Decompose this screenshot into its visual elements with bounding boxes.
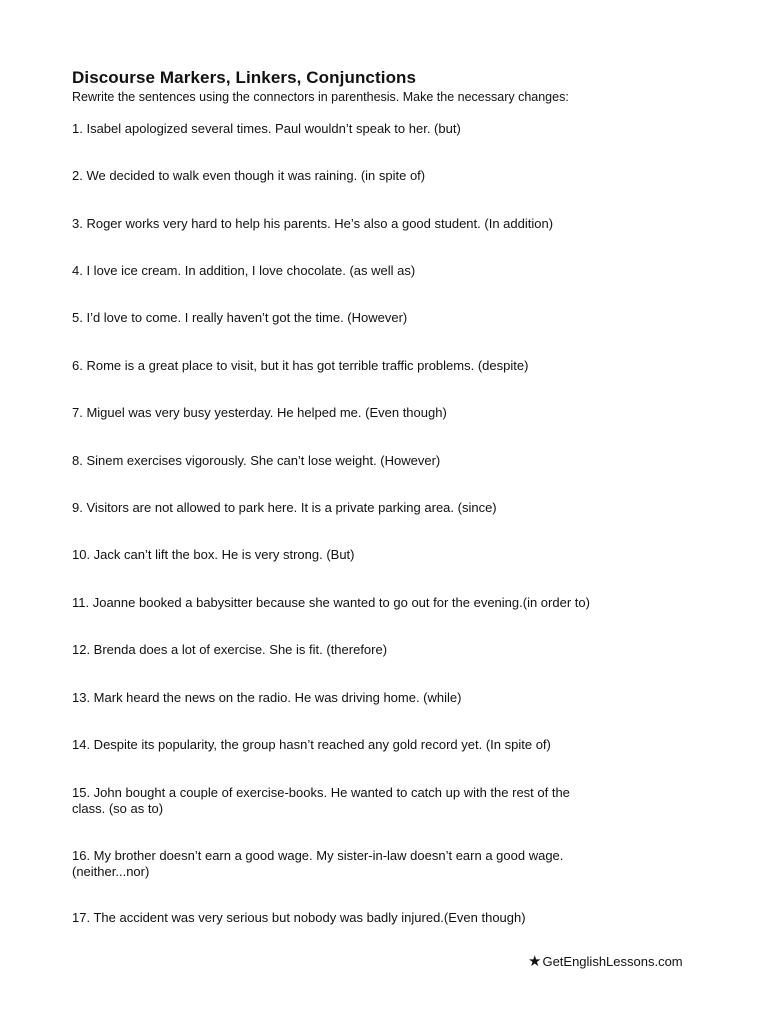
- exercise-item: 7. Miguel was very busy yesterday. He helped me. (Even though): [72, 405, 447, 420]
- exercise-item: 4. I love ice cream. In addition, I love chocolate. (as well as): [72, 263, 416, 278]
- exercise-item: 14. Despite its popularity, the group hasn’t reached any gold record yet. (In spite of): [72, 737, 551, 752]
- exercise-item: 8. Sinem exercises vigorously. She can’t lose weight. (However): [72, 453, 441, 468]
- star-icon: ★: [528, 953, 542, 970]
- instructions: Rewrite the sentences using the connectors in parenthesis. Make the necessary changes:: [72, 90, 569, 104]
- exercise-item: 15. John bought a couple of exercise-books. He wanted to catch up with the rest of the class. (so as to): [72, 785, 570, 816]
- page-title: Discourse Markers, Linkers, Conjunctions: [72, 68, 417, 87]
- footer-brand: [528, 954, 683, 969]
- exercise-item: 13. Mark heard the news on the radio. He was driving home. (while): [72, 690, 462, 705]
- exercise-item: 9. Visitors are not allowed to park here. It is a private parking area. (since): [72, 500, 497, 515]
- exercise-item: 11. Joanne booked a babysitter because she wanted to go out for the evening.(in order to): [72, 595, 590, 610]
- exercise-item: 6. Rome is a great place to visit, but it has got terrible traffic problems. (despite): [72, 358, 529, 373]
- exercise-item: 10. Jack can’t lift the box. He is very strong. (But): [72, 547, 355, 562]
- exercise-item: 3. Roger works very hard to help his parents. He’s also a good student. (In addition): [72, 216, 554, 231]
- exercise-item: 16. My brother doesn’t earn a good wage. My sister-in-law doesn’t earn a good wage. (neither...nor): [72, 848, 564, 879]
- exercise-item: 17. The accident was very serious but nobody was badly injured.(Even though): [72, 910, 526, 925]
- exercise-item: 1. Isabel apologized several times. Paul wouldn’t speak to her. (but): [72, 121, 461, 136]
- exercise-item: 12. Brenda does a lot of exercise. She is fit. (therefore): [72, 642, 388, 657]
- footer-site-name: GetEnglishLessons.com: [542, 954, 683, 969]
- exercise-item: 2. We decided to walk even though it was raining. (in spite of): [72, 168, 426, 183]
- exercise-item: 5. I’d love to come. I really haven’t got the time. (However): [72, 310, 408, 325]
